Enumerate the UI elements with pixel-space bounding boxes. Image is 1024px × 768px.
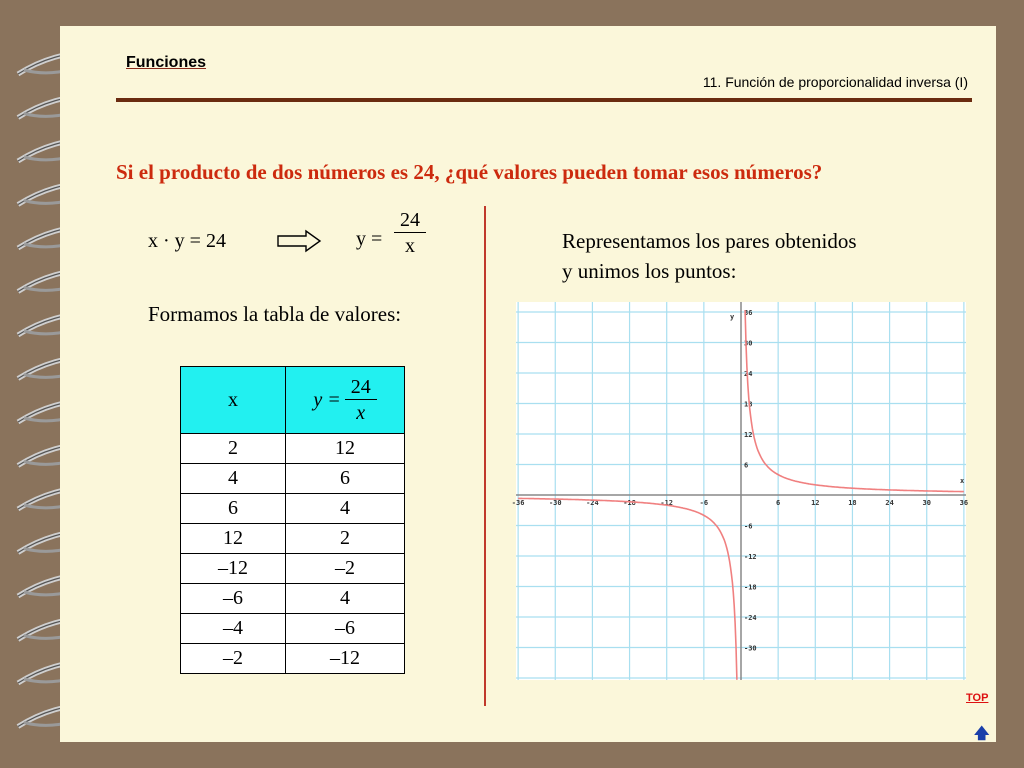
cell-y: 2	[286, 524, 405, 554]
graph-intro-line-1: Representamos los pares obtenidos	[562, 229, 857, 253]
header-y-formula	[313, 375, 376, 426]
table-intro-text: Formamos la tabla de valores:	[148, 302, 402, 326]
x-axis-label: x	[960, 477, 965, 485]
column-divider	[484, 206, 486, 706]
y-tick-label: 6	[744, 461, 749, 470]
cell-y: –12	[286, 644, 405, 674]
x-tick-label: -6	[699, 499, 709, 507]
y-tick-label: 30	[744, 339, 753, 348]
cell-x: 12	[181, 524, 286, 554]
table-header-x	[181, 367, 286, 434]
header-y-fraction	[345, 375, 377, 426]
cell-x: 4	[181, 464, 286, 494]
arrow-up-icon[interactable]: 🡅	[974, 724, 990, 742]
header-subtitle: 11. Función de proporcionalidad inversa (I)	[702, 74, 968, 90]
fraction-denominator: x	[405, 235, 415, 257]
y-tick-label: -12	[744, 553, 757, 561]
header-y-denominator: x	[356, 401, 366, 424]
table-row	[181, 584, 405, 614]
table-row	[181, 434, 405, 464]
cell-x: –6	[181, 584, 286, 614]
graph-intro-line-2: y unimos los puntos:	[562, 259, 737, 283]
cell-x: –12	[181, 554, 286, 584]
solved-equation-fraction	[394, 208, 426, 259]
table-header-row	[181, 367, 405, 434]
y-tick-label: -30	[744, 644, 757, 653]
header-y-lhs: y =	[313, 388, 341, 411]
question-text: Si el producto de dos números es 24, ¿qué valores pueden tomar esos números?	[116, 160, 823, 184]
graph-intro-text	[562, 226, 857, 286]
cell-y: 6	[286, 464, 405, 494]
y-tick-label: 36	[744, 309, 753, 317]
x-tick-label: -12	[660, 499, 674, 507]
cell-x: 2	[181, 434, 286, 464]
values-table	[180, 366, 405, 674]
x-tick-label: 6	[776, 499, 781, 507]
table-header-y	[286, 367, 405, 434]
x-tick-label: -36	[511, 499, 525, 507]
y-tick-label: -18	[744, 583, 757, 592]
y-tick-label: -24	[744, 614, 757, 622]
cell-x: –2	[181, 644, 286, 674]
cell-y: 12	[286, 434, 405, 464]
x-tick-label: 18	[848, 499, 857, 507]
x-tick-label: -30	[548, 499, 562, 507]
header-y-numerator: 24	[345, 375, 377, 400]
x-tick-label: 24	[885, 499, 894, 507]
table-row	[181, 614, 405, 644]
solved-equation-lhs: y =	[356, 228, 383, 250]
x-tick-label: -24	[586, 499, 599, 507]
implies-arrow-icon	[276, 229, 322, 253]
header-title[interactable]: Funciones	[126, 54, 207, 71]
inverse-proportion-graph	[511, 302, 969, 680]
y-axis-label: y	[730, 313, 735, 321]
cell-y: –2	[286, 554, 405, 584]
y-tick-label: -6	[744, 522, 753, 531]
product-equation: x · y = 24	[148, 230, 226, 252]
x-tick-label: -18	[623, 499, 636, 507]
table-row	[181, 464, 405, 494]
table-row	[181, 524, 405, 554]
x-tick-label: 12	[811, 499, 820, 507]
x-tick-label: 30	[922, 499, 931, 507]
x-tick-label: 36	[959, 499, 969, 507]
y-tick-label: 12	[744, 431, 753, 439]
table-row	[181, 644, 405, 674]
y-tick-label: 18	[744, 400, 753, 409]
cell-y: 4	[286, 584, 405, 614]
top-link[interactable]: TOP	[966, 692, 989, 704]
fraction-numerator: 24	[394, 208, 426, 233]
cell-x: 6	[181, 494, 286, 524]
y-tick-label: 24	[744, 370, 753, 378]
cell-x: –4	[181, 614, 286, 644]
cell-y: –6	[286, 614, 405, 644]
header-divider	[116, 98, 972, 102]
cell-y: 4	[286, 494, 405, 524]
table-row	[181, 554, 405, 584]
table-row	[181, 494, 405, 524]
header-x-label: x	[228, 388, 238, 411]
